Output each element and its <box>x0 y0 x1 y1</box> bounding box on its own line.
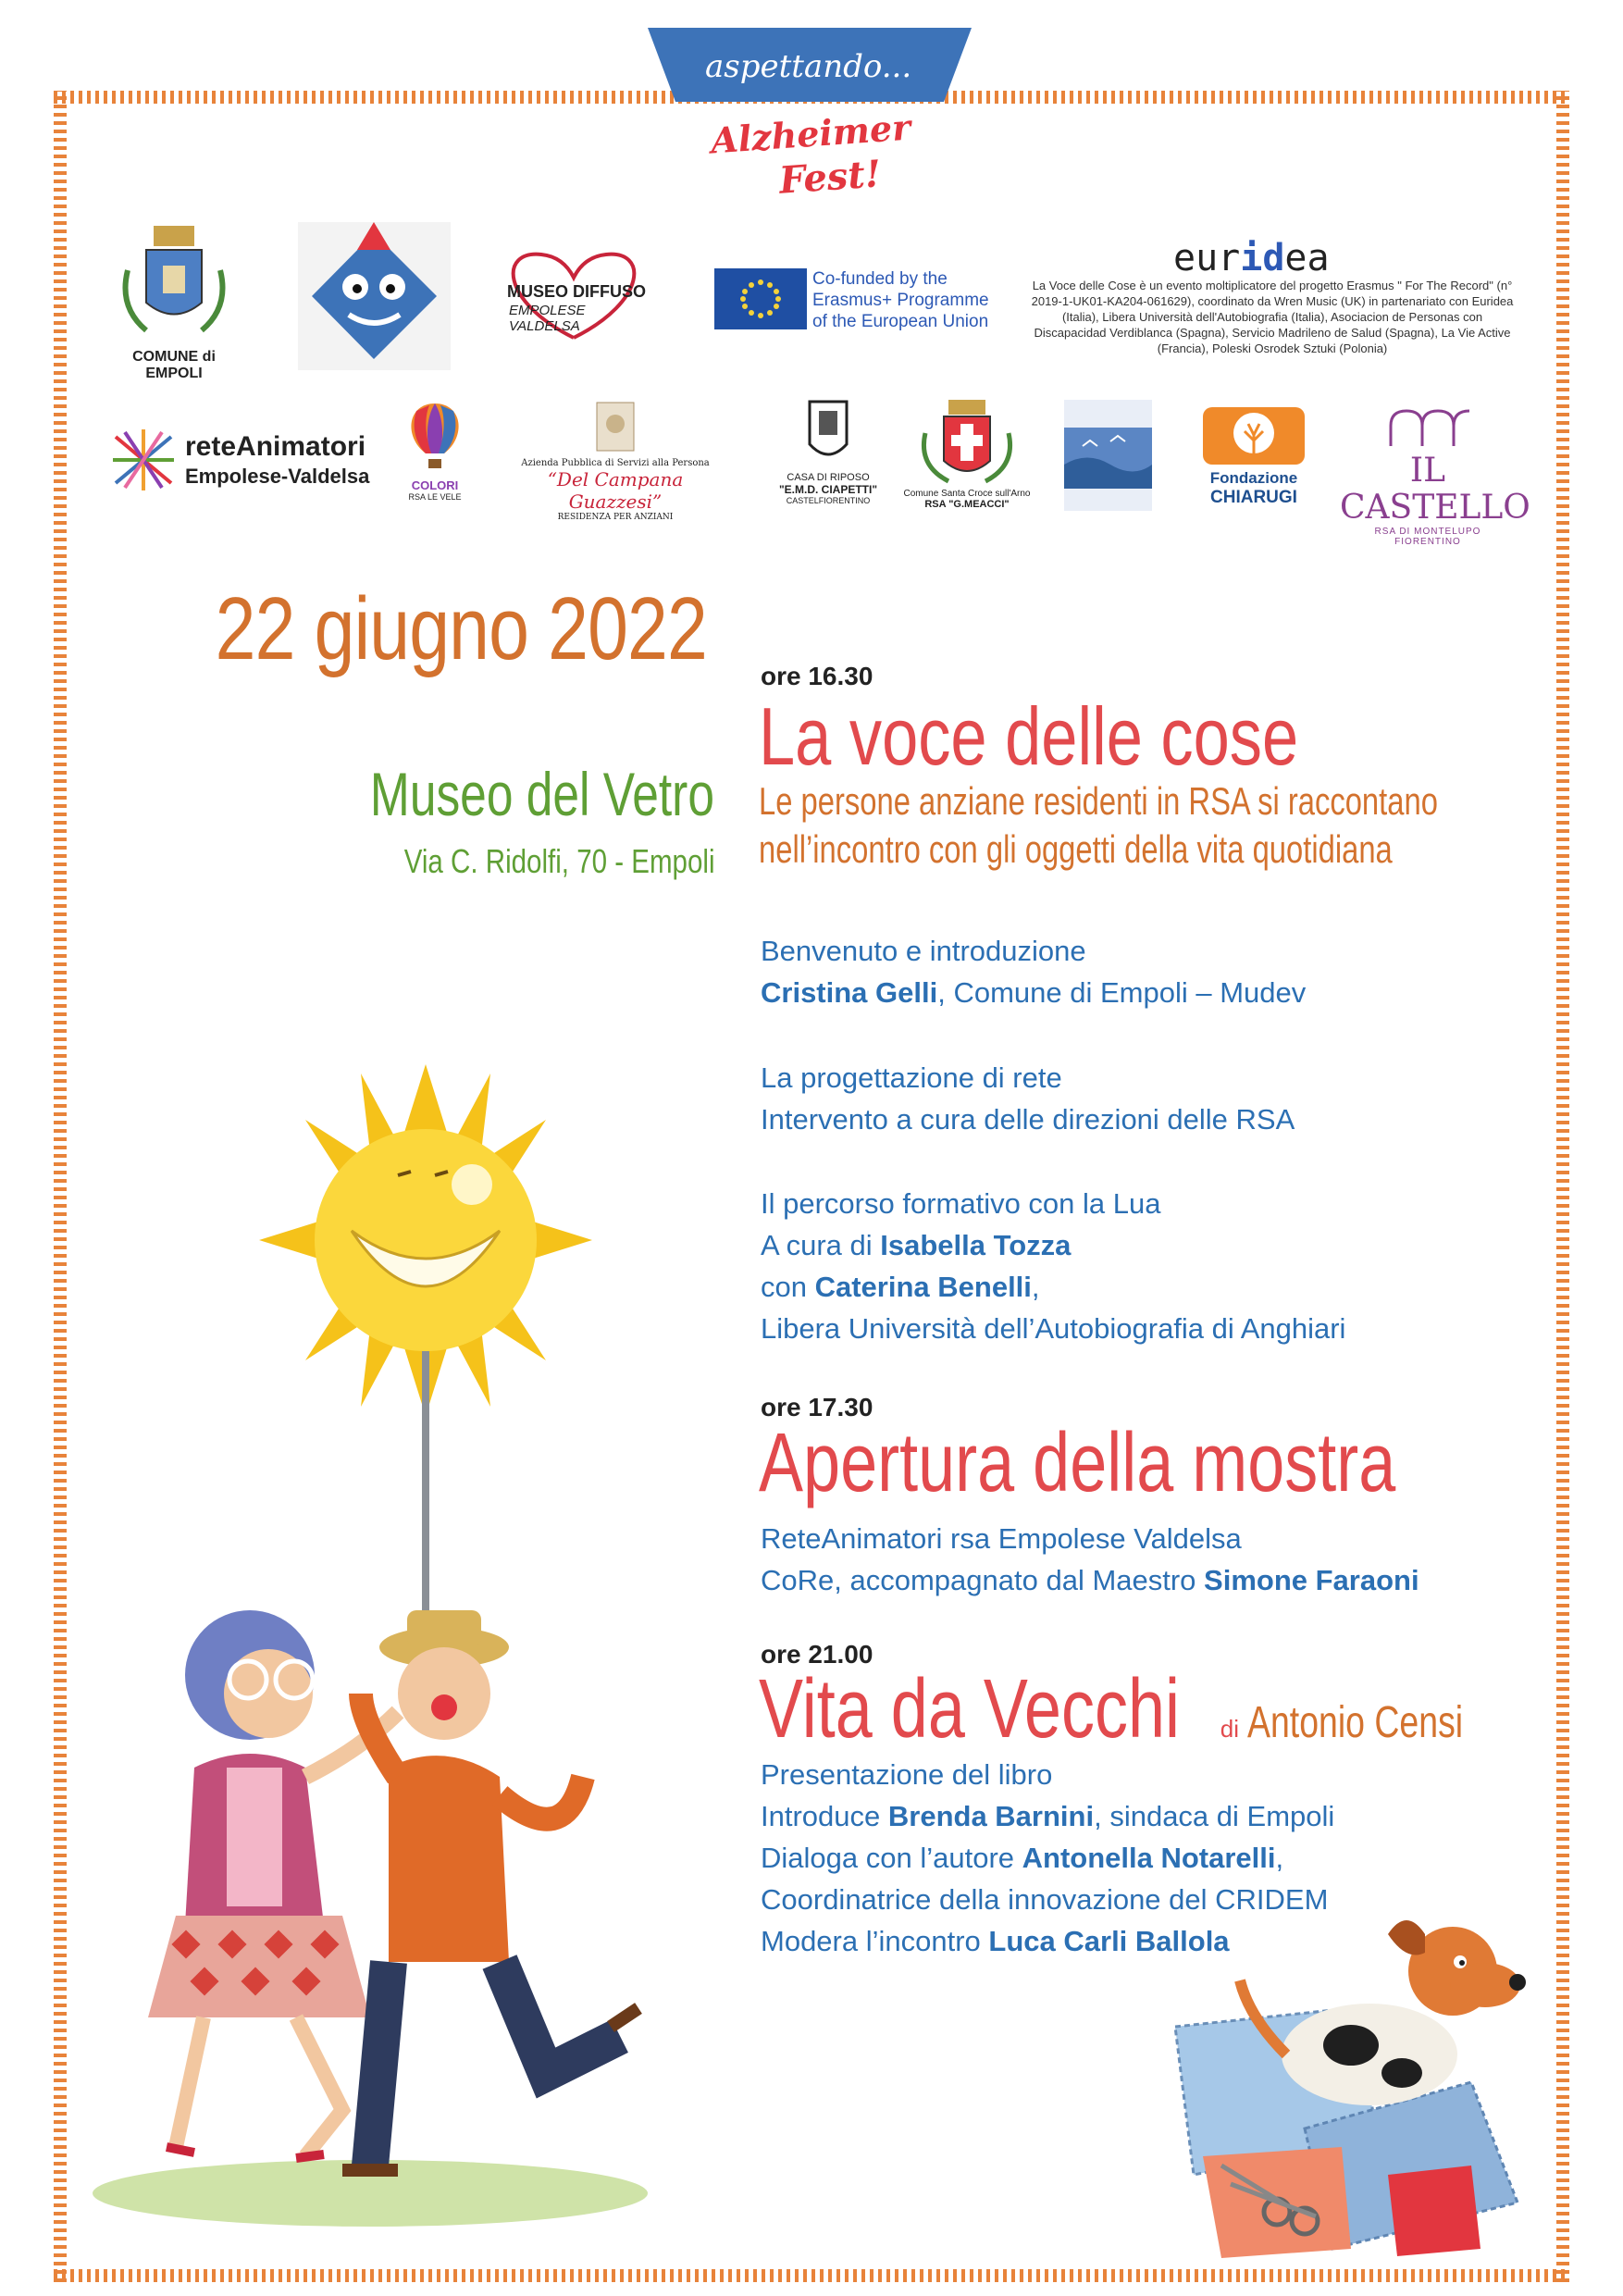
campana-line1: Azienda Pubblica di Servizi alla Persona <box>521 458 710 468</box>
santa-croce-coat-icon <box>898 396 1036 484</box>
session1-title: La voce delle cose <box>759 690 1299 782</box>
fondazione-chiarugi-logo <box>1194 407 1314 509</box>
training-post2: , <box>1031 1271 1040 1303</box>
session1-subtitle-line1: Le persone anziane residenti in RSA si raccontano <box>759 779 1438 823</box>
training-line3 <box>761 1266 1345 1308</box>
session1-network <box>761 1057 1295 1140</box>
book-line5-pre: Modera l’incontro <box>761 1925 989 1957</box>
alzheimer-fest-banner <box>648 28 972 203</box>
training-pre: A cura di <box>761 1229 881 1261</box>
session3-title-row <box>759 1662 1524 1757</box>
training-line2 <box>761 1224 1345 1266</box>
eu-flag-logo <box>714 268 807 329</box>
colori-line2: RSA LE VELE <box>408 492 462 502</box>
euridea-mid: id <box>1240 237 1285 279</box>
session1-subtitle-line2: nell’incontro con gli oggetti della vita quotidiana <box>759 827 1393 871</box>
session3-author: Antonio Censi <box>1246 1698 1464 1747</box>
speaker-name: Cristina Gelli <box>761 976 938 1009</box>
exhibit-name: Simone Faraoni <box>1204 1564 1419 1596</box>
dancing-couple-illustration <box>65 1592 675 2240</box>
balloon-icon <box>398 400 472 474</box>
training-line1: Il percorso formativo con la Lua <box>761 1187 1161 1220</box>
il-castello-logo <box>1340 407 1530 547</box>
book-cover-icon <box>1064 400 1152 511</box>
book-line3-post: , <box>1275 1842 1284 1874</box>
session2-body <box>761 1518 1419 1601</box>
sun-umbrella-illustration <box>250 1055 601 1610</box>
book-line3-name: Antonella Notarelli <box>1022 1842 1276 1874</box>
castello-line2: RSA DI MONTELUPO FIORENTINO <box>1374 527 1481 547</box>
book-line4: Coordinatrice della innovazione del CRIDEM <box>761 1883 1329 1916</box>
casa-riposo-book-logo <box>1064 400 1152 511</box>
campana-line2: “Del Campana Guazzesi” <box>547 468 684 513</box>
euridea-post: ea <box>1284 237 1330 279</box>
sun-face-icon <box>315 1129 537 1351</box>
session1-training <box>761 1183 1345 1349</box>
exhibit-line2 <box>761 1559 1419 1601</box>
rete-animatori-logo <box>111 428 370 492</box>
ciapetti-emblem-icon <box>768 398 888 467</box>
meacci-line2: RSA "G.MEACCI" <box>924 499 1010 510</box>
session3-time: ore 21.00 <box>761 1640 873 1669</box>
book-line2-name: Brenda Barnini <box>887 1800 1095 1832</box>
eu-cofunded-text: Co-funded by the Erasmus+ Programme of the European Union <box>812 269 989 331</box>
tree-icon <box>1194 407 1314 465</box>
frame-bottom <box>54 2269 1569 2282</box>
training-name: Isabella Tozza <box>880 1229 1072 1261</box>
speaker-role: , Comune di Empoli – Mudev <box>937 976 1307 1009</box>
arches-icon <box>1340 407 1516 448</box>
banner-alzheimer: Alzheimer <box>709 105 912 162</box>
session1-welcome <box>761 930 1306 1013</box>
ciapetti-logo <box>768 398 888 518</box>
rete-animatori-icon <box>111 428 176 492</box>
castello-line1: IL CASTELLO <box>1340 452 1530 527</box>
event-venue: Museo del Vetro <box>369 760 714 828</box>
museo-diffuso-line2: EMPOLESE VALDELSA <box>509 303 586 334</box>
del-campana-logo <box>500 398 731 522</box>
training-line4: Libera Università dell’Autobiografia di Anghiari <box>761 1312 1346 1345</box>
welcome-speaker <box>761 972 1306 1013</box>
dog-fabric-illustration <box>1166 1897 1555 2267</box>
ciapetti-line3: CASTELFIORENTINO <box>786 496 871 505</box>
exhibit-pre: CoRe, accompagnato dal Maestro <box>761 1564 1205 1596</box>
book-line3-pre: Dialoga con l’autore <box>761 1842 1022 1874</box>
rete-animatori-line2: Empolese-Valdelsa <box>185 465 370 488</box>
euridea-logo <box>1173 237 1330 279</box>
rete-animatori-line1: reteAnimatori <box>185 431 366 462</box>
euridea-pre: eur <box>1173 237 1241 279</box>
comune-empoli-logo <box>109 215 239 381</box>
coat-of-arms-icon <box>109 215 239 344</box>
session1-time: ore 16.30 <box>761 662 873 690</box>
session2-title: Apertura della mostra <box>759 1417 1396 1509</box>
chiarugi-line2: CHIARUGI <box>1210 488 1297 507</box>
banner-top-text: aspettando... <box>705 48 912 85</box>
alzheimer-fest-mascot-icon <box>298 222 451 370</box>
book-line2 <box>761 1795 1334 1837</box>
elderly-man-icon <box>342 1610 638 2170</box>
colori-logo <box>398 400 472 515</box>
book-line2-post: , sindaca di Empoli <box>1094 1800 1335 1832</box>
ciapetti-line1: CASA DI RIPOSO <box>787 472 870 483</box>
event-date: 22 giugno 2022 <box>215 579 707 678</box>
network-line2: Intervento a cura delle direzioni delle RSA <box>761 1103 1295 1136</box>
campana-line3: RESIDENZA PER ANZIANI <box>557 513 674 522</box>
session3-title: Vita da Vecchi <box>759 1663 1180 1756</box>
book-line3 <box>761 1837 1334 1879</box>
comune-empoli-label: COMUNE di EMPOLI <box>132 349 216 381</box>
network-line1: La progettazione di rete <box>761 1061 1062 1094</box>
museo-diffuso-line1: MUSEO DIFFUSO <box>507 282 647 301</box>
training-pre2: con <box>761 1271 815 1303</box>
session2-time: ore 17.30 <box>761 1393 873 1421</box>
chiarugi-line1: Fondazione <box>1209 469 1298 487</box>
book-line2-pre: Introduce <box>761 1800 888 1832</box>
eu-flag-icon <box>714 268 807 329</box>
session3-di: di <box>1220 1715 1239 1743</box>
alzheimer-fest-logo <box>298 222 451 370</box>
colori-line1: COLORI <box>411 478 459 492</box>
museo-diffuso-logo <box>490 245 657 347</box>
ciapetti-line2: "E.M.D. CIAPETTI" <box>778 483 878 496</box>
event-address: Via C. Ridolfi, 70 - Empoli <box>403 842 714 880</box>
exhibit-line1: ReteAnimatori rsa Empolese Valdelsa <box>761 1522 1242 1555</box>
frame-right <box>1556 91 1569 2282</box>
meacci-line1: Comune Santa Croce sull'Arno <box>903 489 1031 499</box>
welcome-line: Benvenuto e introduzione <box>761 935 1086 967</box>
book-line5-name: Luca Carli Ballola <box>988 1925 1230 1957</box>
training-name2: Caterina Benelli <box>814 1271 1032 1303</box>
banner-fest: Fest! <box>777 152 883 203</box>
euridea-description: La Voce delle Cose è un evento moltiplicatore del progetto Erasmus " For The Record" (n° 2019-1-UK01-KA204-061629), coordinato da Wren Music (UK) in partenariato con Euridea (Italia), Libera Università dell'Autobiografia (Italia), Asociacion de Personas con Discapacidad Verdiblanca (Spagna), Servicio Madrileno de Salud (Spagna), La Vie Active (Francia), Poleski Osrodek Sztuki (Polonia) <box>1031 279 1514 355</box>
meacci-logo <box>898 396 1036 516</box>
building-emblem-icon <box>500 398 731 453</box>
book-line1: Presentazione del libro <box>761 1758 1053 1791</box>
